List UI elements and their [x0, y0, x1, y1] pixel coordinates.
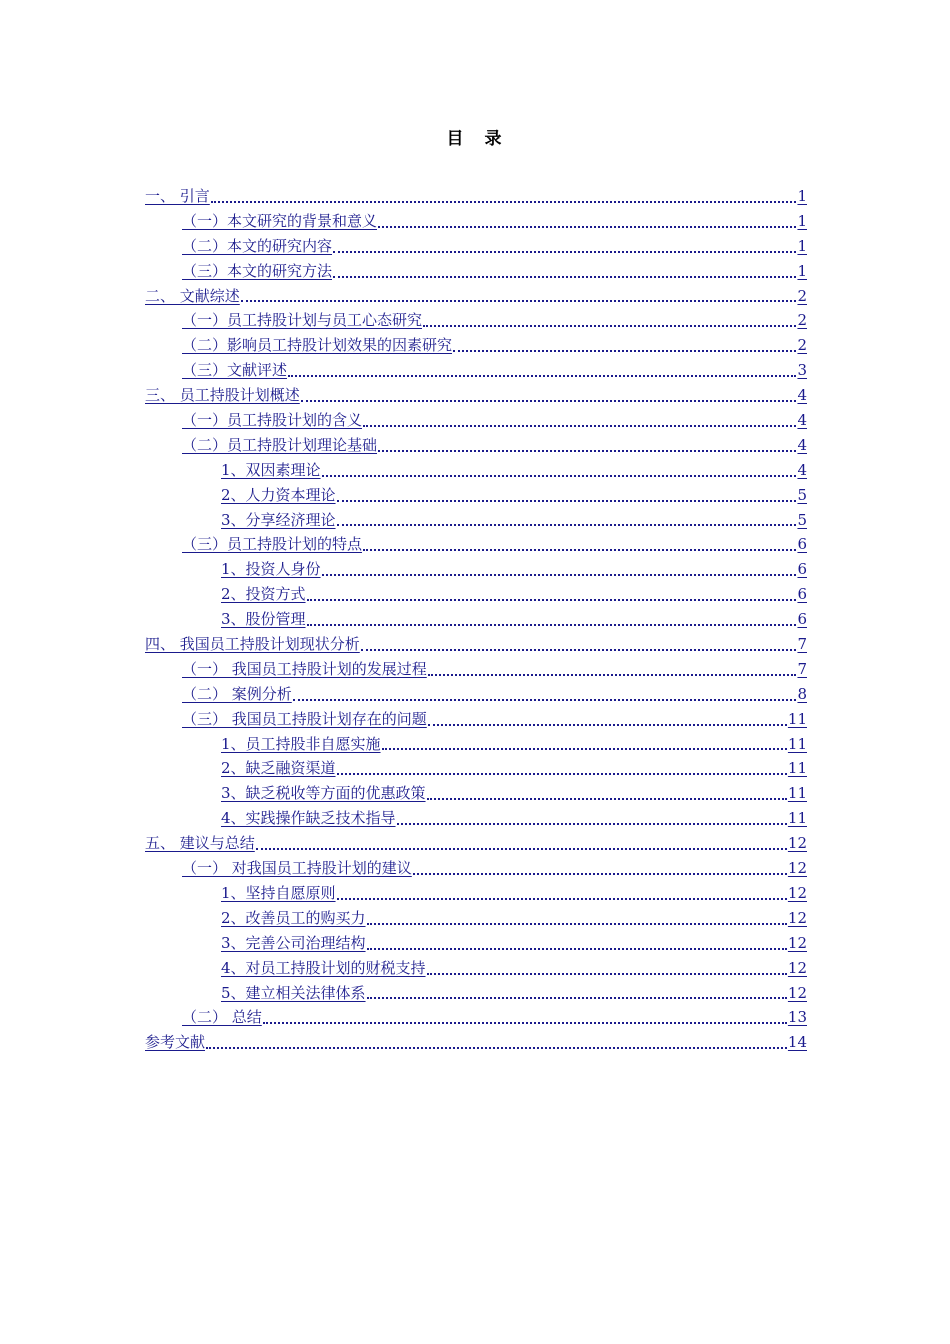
toc-dot-leader — [423, 325, 796, 327]
toc-dot-leader — [361, 649, 797, 651]
toc-entry-page-number: 12 — [787, 883, 807, 902]
toc-dot-leader — [288, 375, 796, 377]
toc-entry[interactable] — [145, 234, 807, 259]
toc-entry-page-number: 5 — [797, 510, 807, 529]
toc-entry[interactable] — [145, 931, 807, 956]
toc-entry-page-number: 2 — [797, 311, 807, 330]
toc-dot-leader — [428, 724, 787, 726]
toc-dot-leader — [428, 674, 797, 676]
toc-entry[interactable] — [145, 209, 807, 234]
toc-dot-leader — [378, 450, 796, 452]
table-of-contents — [145, 184, 807, 1055]
toc-entry-label: 4、对员工持股计划的财税支持 — [221, 958, 426, 977]
toc-dot-leader — [363, 549, 796, 551]
toc-entry-page-number: 1 — [797, 211, 807, 230]
toc-entry[interactable] — [145, 532, 807, 557]
toc-entry-label: 1、双因素理论 — [221, 460, 321, 479]
toc-entry[interactable] — [145, 483, 807, 508]
toc-entry[interactable] — [145, 184, 807, 209]
toc-entry-label: 2、人力资本理论 — [221, 485, 336, 504]
toc-entry-label: （一） 我国员工持股计划的发展过程 — [182, 659, 427, 678]
toc-entry-label: 3、股份管理 — [221, 610, 306, 629]
toc-entry-page-number: 4 — [797, 435, 807, 454]
toc-dot-leader — [337, 773, 787, 775]
toc-entry[interactable] — [145, 756, 807, 781]
toc-dot-leader — [337, 524, 797, 526]
toc-dot-leader — [382, 748, 787, 750]
toc-entry-page-number: 11 — [787, 759, 807, 778]
toc-dot-leader — [211, 201, 797, 203]
toc-entry-page-number: 14 — [787, 1033, 807, 1052]
toc-dot-leader — [333, 276, 796, 278]
toc-entry-label: 5、建立相关法律体系 — [221, 983, 366, 1002]
toc-entry[interactable] — [145, 333, 807, 358]
toc-entry-page-number: 6 — [797, 610, 807, 629]
toc-entry[interactable] — [145, 259, 807, 284]
toc-entry-label: （三）员工持股计划的特点 — [182, 535, 363, 554]
toc-entry[interactable] — [145, 582, 807, 607]
toc-dot-leader — [427, 973, 787, 975]
toc-entry-label: 3、分享经济理论 — [221, 510, 336, 529]
toc-entry-page-number: 11 — [787, 784, 807, 803]
toc-entry[interactable] — [145, 358, 807, 383]
toc-entry-label: （三） 我国员工持股计划存在的问题 — [182, 709, 427, 728]
toc-entry[interactable] — [145, 607, 807, 632]
toc-entry-label: 二、 文献综述 — [145, 286, 240, 305]
toc-entry-page-number: 11 — [787, 734, 807, 753]
toc-entry[interactable] — [145, 433, 807, 458]
toc-entry-page-number: 2 — [797, 336, 807, 355]
toc-entry-page-number: 8 — [797, 684, 807, 703]
toc-entry-label: 4、实践操作缺乏技术指导 — [221, 809, 396, 828]
toc-entry[interactable] — [145, 806, 807, 831]
toc-entry[interactable] — [145, 707, 807, 732]
toc-entry-page-number: 1 — [797, 236, 807, 255]
toc-dot-leader — [367, 997, 787, 999]
toc-entry[interactable] — [145, 557, 807, 582]
toc-entry-page-number: 12 — [787, 859, 807, 878]
toc-entry-label: 参考文献 — [145, 1033, 206, 1052]
toc-dot-leader — [367, 923, 787, 925]
toc-entry[interactable] — [145, 508, 807, 533]
toc-entry-label: 1、坚持自愿原则 — [221, 883, 336, 902]
toc-entry-page-number: 11 — [787, 709, 807, 728]
toc-dot-leader — [256, 848, 787, 850]
toc-dot-leader — [367, 948, 787, 950]
toc-entry[interactable] — [145, 732, 807, 757]
toc-entry-page-number: 13 — [787, 1008, 807, 1027]
toc-dot-leader — [378, 226, 796, 228]
toc-dot-leader — [413, 873, 787, 875]
toc-dot-leader — [241, 300, 797, 302]
toc-dot-leader — [333, 251, 796, 253]
toc-entry-label: （三）本文的研究方法 — [182, 261, 333, 280]
toc-dot-leader — [322, 475, 797, 477]
toc-entry[interactable] — [145, 284, 807, 309]
toc-entry-page-number: 4 — [797, 411, 807, 430]
toc-entry-page-number: 1 — [797, 261, 807, 280]
toc-entry-label: （二） 总结 — [182, 1008, 262, 1027]
toc-dot-leader — [397, 823, 787, 825]
toc-dot-leader — [301, 400, 797, 402]
toc-entry-label: 3、完善公司治理结构 — [221, 933, 366, 952]
toc-dot-leader — [293, 699, 797, 701]
toc-entry-label: （二）员工持股计划理论基础 — [182, 435, 378, 454]
toc-entry-page-number: 7 — [797, 659, 807, 678]
toc-entry-label: （一）员工持股计划与员工心态研究 — [182, 311, 423, 330]
toc-entry[interactable] — [145, 657, 807, 682]
toc-entry[interactable] — [145, 632, 807, 657]
toc-entry-page-number: 6 — [797, 585, 807, 604]
toc-dot-leader — [307, 624, 797, 626]
toc-entry-page-number: 6 — [797, 560, 807, 579]
toc-entry-label: 2、投资方式 — [221, 585, 306, 604]
toc-entry[interactable] — [145, 831, 807, 856]
toc-entry[interactable] — [145, 1005, 807, 1030]
toc-entry-label: （二） 案例分析 — [182, 684, 292, 703]
toc-entry-page-number: 12 — [787, 983, 807, 1002]
toc-entry-label: 3、缺乏税收等方面的优惠政策 — [221, 784, 426, 803]
toc-entry-page-number: 7 — [797, 635, 807, 654]
toc-entry[interactable] — [145, 856, 807, 881]
toc-dot-leader — [206, 1047, 787, 1049]
toc-entry-label: 1、投资人身份 — [221, 560, 321, 579]
toc-entry-page-number: 4 — [797, 386, 807, 405]
toc-entry-page-number: 2 — [797, 286, 807, 305]
toc-dot-leader — [337, 898, 787, 900]
toc-entry-label: （一）员工持股计划的含义 — [182, 411, 363, 430]
toc-entry-label: （三）文献评述 — [182, 361, 288, 380]
toc-entry-label: 四、 我国员工持股计划现状分析 — [145, 635, 360, 654]
toc-entry-label: （二）本文的研究内容 — [182, 236, 333, 255]
toc-dot-leader — [263, 1022, 787, 1024]
toc-entry-label: 2、缺乏融资渠道 — [221, 759, 336, 778]
toc-entry-page-number: 12 — [787, 933, 807, 952]
toc-entry-label: 一、 引言 — [145, 187, 210, 205]
toc-dot-leader — [337, 500, 797, 502]
toc-entry[interactable] — [145, 408, 807, 433]
toc-entry-label: 五、 建议与总结 — [145, 834, 255, 853]
toc-entry[interactable] — [145, 308, 807, 333]
toc-entry[interactable] — [145, 682, 807, 707]
toc-entry-label: （一）本文研究的背景和意义 — [182, 211, 378, 230]
toc-entry[interactable] — [145, 781, 807, 806]
toc-entry-label: 2、改善员工的购买力 — [221, 908, 366, 927]
toc-entry[interactable] — [145, 906, 807, 931]
toc-entry[interactable] — [145, 458, 807, 483]
toc-entry-page-number: 5 — [797, 485, 807, 504]
toc-entry-label: （二）影响员工持股计划效果的因素研究 — [182, 336, 453, 355]
toc-entry-page-number: 12 — [787, 834, 807, 853]
toc-entry-page-number: 12 — [787, 958, 807, 977]
toc-dot-leader — [427, 798, 787, 800]
toc-entry[interactable] — [145, 956, 807, 981]
toc-dot-leader — [363, 425, 796, 427]
toc-entry-label: 三、 员工持股计划概述 — [145, 386, 300, 405]
toc-entry-page-number: 3 — [797, 361, 807, 380]
toc-dot-leader — [453, 350, 796, 352]
toc-entry[interactable] — [145, 383, 807, 408]
toc-entry-page-number: 11 — [787, 809, 807, 828]
toc-entry-page-number: 1 — [797, 187, 807, 205]
toc-entry-page-number: 4 — [797, 460, 807, 479]
toc-entry[interactable] — [145, 881, 807, 906]
toc-dot-leader — [307, 599, 797, 601]
toc-entry-label: （一） 对我国员工持股计划的建议 — [182, 859, 412, 878]
toc-dot-leader — [322, 574, 797, 576]
toc-entry[interactable] — [145, 1030, 807, 1055]
toc-entry-page-number: 12 — [787, 908, 807, 927]
page-title: 目 录 — [446, 129, 504, 149]
toc-entry[interactable] — [145, 981, 807, 1006]
toc-entry-label: 1、员工持股非自愿实施 — [221, 734, 381, 753]
toc-entry-page-number: 6 — [797, 535, 807, 554]
